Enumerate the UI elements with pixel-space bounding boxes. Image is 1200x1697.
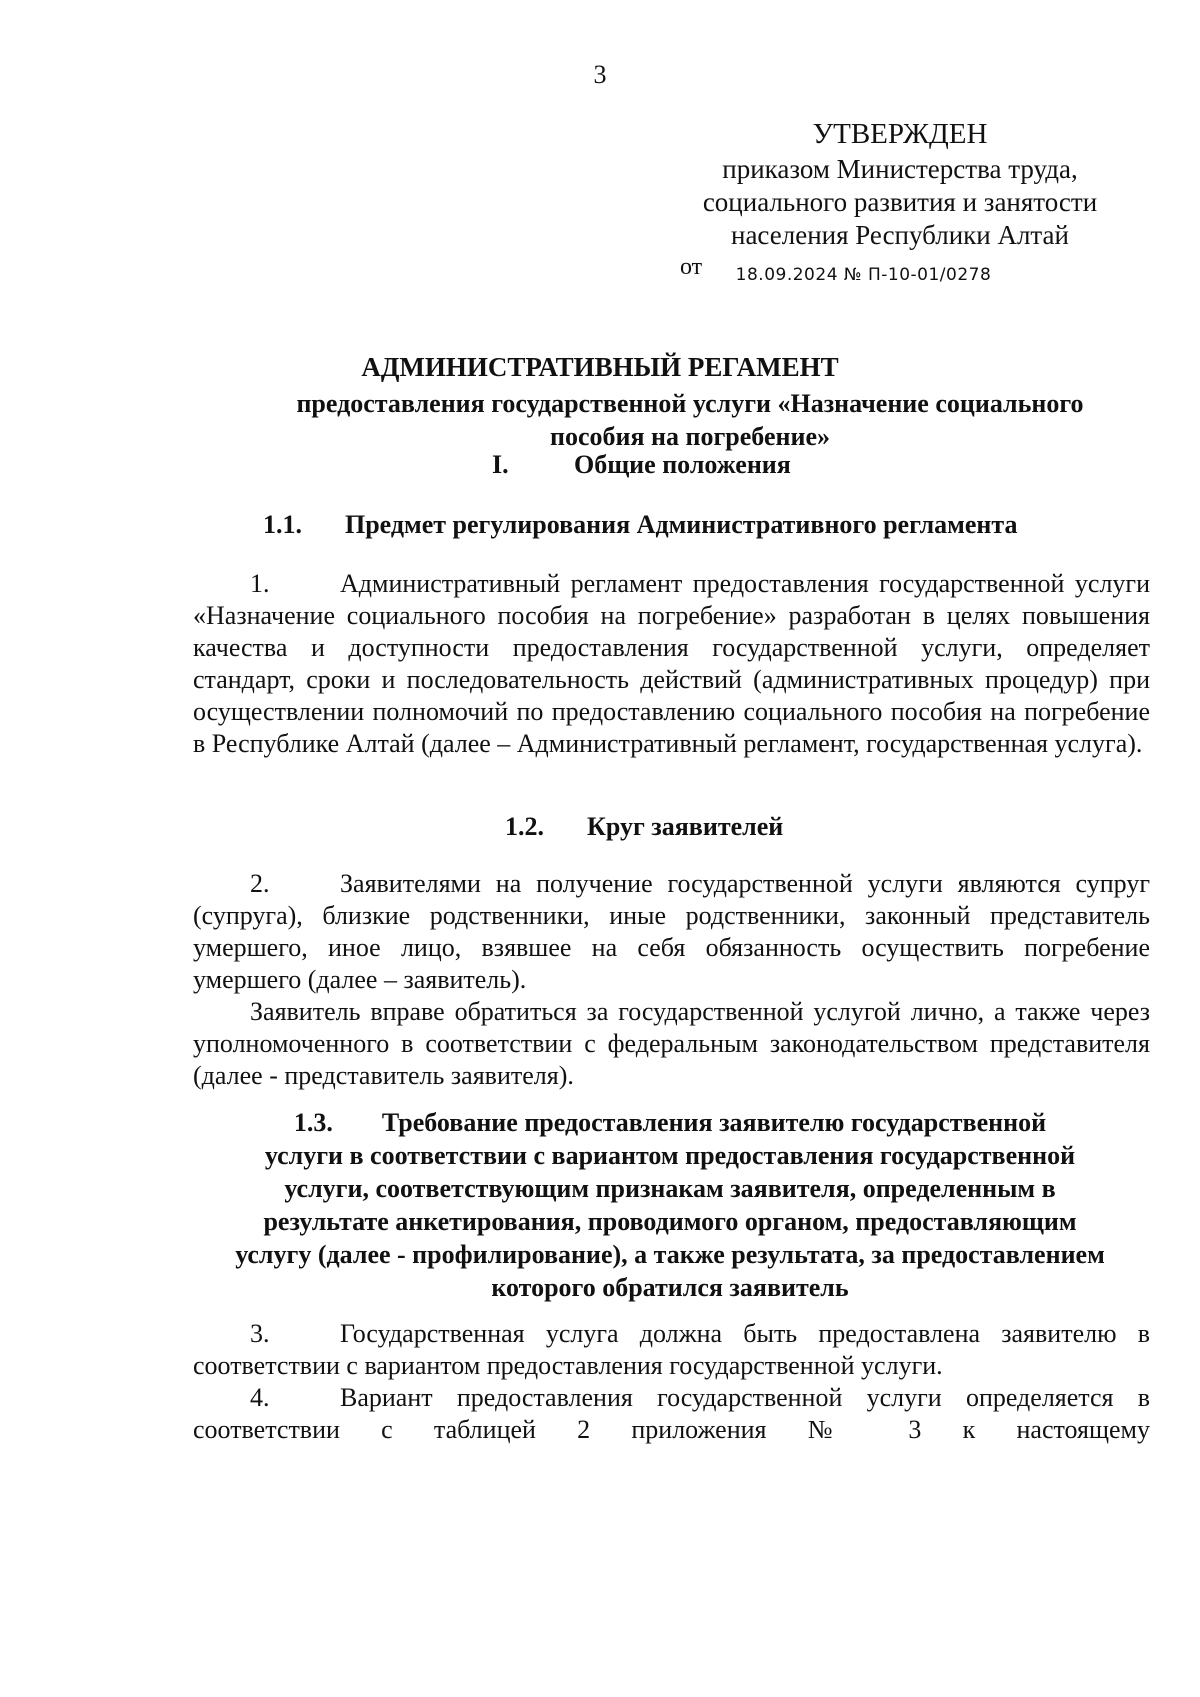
approval-line: населения Республики Алтай bbox=[731, 220, 1069, 250]
section-title: Круг заявителей bbox=[587, 812, 784, 841]
paragraph-3 bbox=[193, 1318, 1150, 1382]
approval-heading: УТВЕРЖДЕН bbox=[812, 118, 988, 150]
paragraph-text: Заявитель вправе обратиться за государственной услугой лично, а также через уполномоченного в соответствии с федеральным законодательством представителя (далее - представитель заявителя). bbox=[193, 997, 1150, 1090]
paragraph-2-continued bbox=[193, 996, 1150, 1092]
section-heading-1-1 bbox=[263, 508, 1017, 541]
approval-line: социального развития и занятости bbox=[702, 187, 1098, 217]
document-title: АДМИНИСТРАТИВНЫЙ РЕГАМЕНТ bbox=[361, 352, 839, 382]
paragraph-text: Заявителями на получение государственной услуги являются супруг (супруга), близкие родственники, иные родственники, законный представитель умершего, иное лицо, взявшее на себя обязанность осуществить погребение умершего (далее – заявитель). bbox=[193, 869, 1150, 994]
paragraph-text: Административный регламент предоставления государственной услуги «Назначение социального пособия на погребение» разработан в целях повышения качества и доступности предоставления государственной услуги, определяет стандарт, сроки и последовательность действий (административных процедур) при осуществлении полномочий по предоставлению социального пособия на погребение в Республике Алтай (далее – Административный регламент, государственная услуга). bbox=[193, 569, 1150, 758]
section-heading-line: услуги, соответствующим признакам заявителя, определенным в bbox=[284, 1174, 1056, 1203]
page-number: 3 bbox=[593, 60, 607, 89]
approval-date-prefix: от bbox=[680, 254, 703, 280]
approval-date bbox=[680, 254, 992, 287]
document-subtitle-line: пособия на погребение» bbox=[549, 422, 831, 451]
section-heading-1-2 bbox=[505, 810, 783, 843]
approval-block bbox=[660, 118, 1140, 252]
section-number: 1.3. bbox=[293, 1108, 333, 1137]
section-number: I. bbox=[492, 450, 509, 479]
paragraph-4 bbox=[193, 1382, 1150, 1446]
approval-date-stamp: 18.09.2024 № П-10-01/0278 bbox=[735, 265, 992, 285]
document-subtitle-line: предоставления государственной услуги «Назначение социального bbox=[296, 389, 1084, 418]
paragraph-number: 1. bbox=[250, 569, 270, 598]
section-heading-line bbox=[220, 1106, 1120, 1139]
section-number: 1.2. bbox=[505, 812, 544, 841]
section-number: 1.1. bbox=[263, 510, 302, 539]
section-title: Общие положения bbox=[574, 450, 791, 479]
section-heading-line: результате анкетирования, проводимого органом, предоставляющим bbox=[263, 1207, 1077, 1236]
paragraph-2 bbox=[193, 868, 1150, 996]
section-title: Требование предоставления заявителю государственной bbox=[381, 1108, 1047, 1137]
section-heading-1 bbox=[492, 448, 791, 481]
section-title: Предмет регулирования Административного регламента bbox=[345, 510, 1018, 539]
section-heading-line: услугу (далее - профилирование), а также результата, за предоставлением bbox=[235, 1240, 1105, 1269]
section-heading-line: которого обратился заявитель bbox=[491, 1273, 849, 1302]
document-subtitle bbox=[240, 387, 1140, 453]
paragraph-number: 3. bbox=[250, 1319, 270, 1348]
paragraph-text: Государственная услуга должна быть предоставлена заявителю в соответствии с вариантом предоставления государственной услуги. bbox=[193, 1319, 1150, 1380]
paragraph-number: 4. bbox=[250, 1383, 270, 1412]
paragraph-1 bbox=[193, 568, 1150, 760]
section-heading-line: услуги в соответствии с вариантом предоставления государственной bbox=[264, 1141, 1076, 1170]
paragraph-number: 2. bbox=[250, 869, 270, 898]
approval-line: приказом Министерства труда, bbox=[722, 154, 1078, 184]
paragraph-text: Вариант предоставления государственной услуги определяется в соответствии с таблицей 2 приложения № 3 к настоящему bbox=[193, 1383, 1150, 1444]
section-heading-1-3 bbox=[220, 1106, 1120, 1304]
